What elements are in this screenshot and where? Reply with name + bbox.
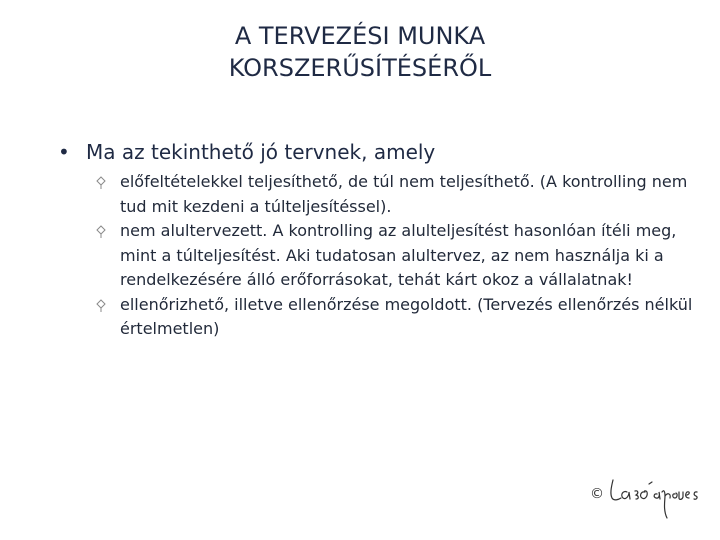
slide-title-line-2: KORSZERŰSÍTÉSÉRŐL: [228, 54, 492, 82]
diamond-bullet-icon: [96, 299, 106, 313]
main-bullet: [58, 138, 435, 166]
sub-bullet-item: [96, 293, 696, 342]
sub-bullet-item: [96, 219, 696, 293]
handwritten-signature: [605, 470, 710, 522]
sub-bullet-text: nem alultervezett. A kontrolling az alulteljesítést hasonlóan ítéli meg, mint a túlteljesítést. Aki tudatosan alultervez, az nem használja ki a rendelkezésére álló erőforrásokat, tehát kárt okoz a vállalatnak!: [120, 221, 677, 289]
sub-bullet-text: előfeltételekkel teljesíthető, de túl nem teljesíthető. (A kontrolling nem tud mit kezdeni a túlteljesítéssel).: [120, 172, 688, 216]
diamond-bullet-icon: [96, 176, 106, 190]
slide-title: [0, 20, 720, 84]
bullet-dot-icon: •: [58, 140, 70, 164]
copyright-symbol: ©: [590, 486, 604, 502]
slide-title-line-1: A TERVEZÉSI MUNKA: [234, 22, 486, 50]
sub-bullet-list: [96, 170, 696, 342]
sub-bullet-text: ellenőrizhető, illetve ellenőrzése megoldott. (Tervezés ellenőrzés nélkül értelmetlen): [120, 294, 693, 338]
diamond-bullet-icon: [96, 225, 106, 239]
sub-bullet-item: [96, 170, 696, 219]
main-bullet-text: Ma az tekinthető jó tervnek, amely: [86, 140, 436, 164]
